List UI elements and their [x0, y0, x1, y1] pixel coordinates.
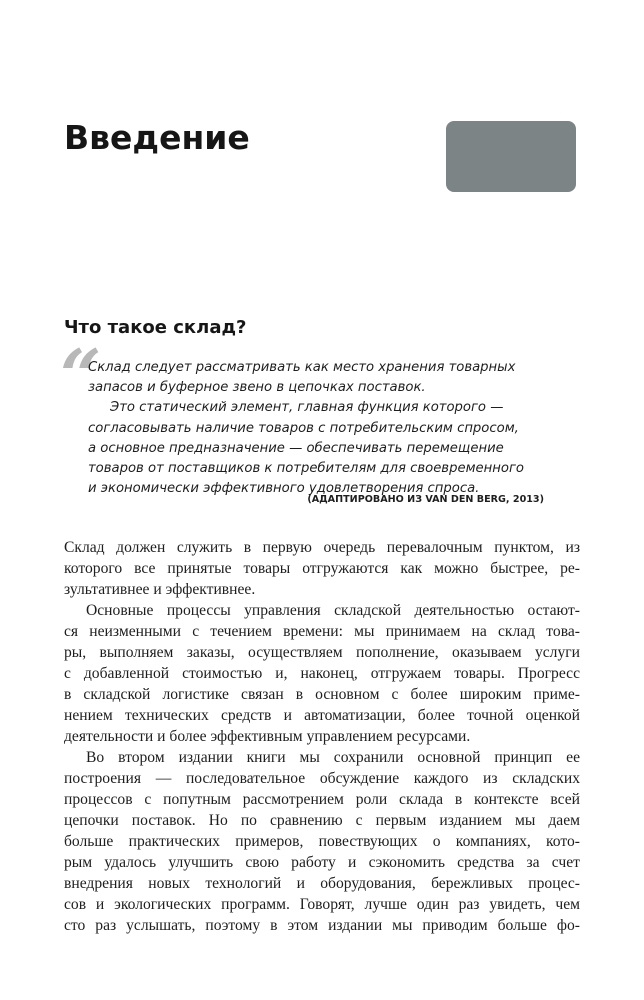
body-line: Основные процессы управления складской деятельностью остают-	[86, 602, 580, 619]
body-line: сов и экологических программ. Говорят, лучше один раз увидеть, чем	[64, 896, 580, 913]
quote-line: Это статический элемент, главная функция которого —	[110, 400, 504, 416]
quote-attribution: (АДАПТИРОВАНО ИЗ VAN DEN BERG, 2013)	[307, 494, 544, 505]
body-line: сто раз услышать, поэтому в этом издании мы приводим больше фо-	[64, 917, 580, 934]
body-line: которого все принятые товары отгружаются как можно быстрее, ре-	[64, 560, 580, 577]
body-line: цепочки поставок. Но по сравнению с первым изданием мы даем	[64, 812, 580, 829]
quote-mark-icon: “	[60, 333, 102, 418]
body-text	[64, 537, 580, 936]
epigraph-quote	[88, 358, 558, 499]
quote-line: Склад следует рассматривать как место хранения товарных	[88, 360, 516, 375]
body-line: процессов с попутным рассмотрением роли склада в контексте всей	[64, 791, 580, 808]
quote-line: товаров от поставщиков к потребителям для своевременного	[88, 461, 524, 477]
chapter-title: Введение	[64, 118, 250, 157]
body-line: внедрения новых технологий и оборудования, бережливых процес-	[64, 875, 580, 892]
body-line: нением технических средств и автоматизации, более точной оценкой	[64, 707, 580, 724]
section-heading: Что такое склад?	[64, 317, 247, 338]
body-line: деятельности и более эффективным управлением ресурсами.	[64, 728, 471, 745]
body-line: построения — последовательное обсуждение каждого из складских	[64, 770, 580, 787]
quote-line: а основное предназначение — обеспечивать перемещение	[88, 440, 504, 456]
body-line: зультативнее и эффективнее.	[64, 581, 256, 598]
body-line: в складской логистике связан в основном с более широким приме-	[64, 686, 580, 703]
body-line: ся неизменными с течением времени: мы принимаем на склад това-	[64, 623, 580, 640]
chapter-marker-box	[446, 121, 576, 192]
body-line: больше практических примеров, повествующих о компаниях, кото-	[64, 833, 580, 850]
body-line: Склад должен служить в первую очередь перевалочным пунктом, из	[64, 539, 580, 556]
body-line: рым удалось улучшить свою работу и сэкономить средства за счет	[64, 854, 580, 871]
quote-line: и экономически эффективного удовлетворения спроса.	[88, 481, 480, 497]
body-line: Во втором издании книги мы сохранили основной принцип ее	[86, 749, 580, 766]
quote-line: согласовывать наличие товаров с потребительским спросом,	[88, 420, 519, 436]
quote-line: запасов и буферное звено в цепочках поставок.	[88, 380, 426, 396]
body-line: с добавленной стоимостью и, наконец, отгружаем товары. Прогресс	[64, 665, 580, 682]
body-line: ры, выполняем заказы, осуществляем пополнение, оказываем услуги	[64, 644, 580, 661]
